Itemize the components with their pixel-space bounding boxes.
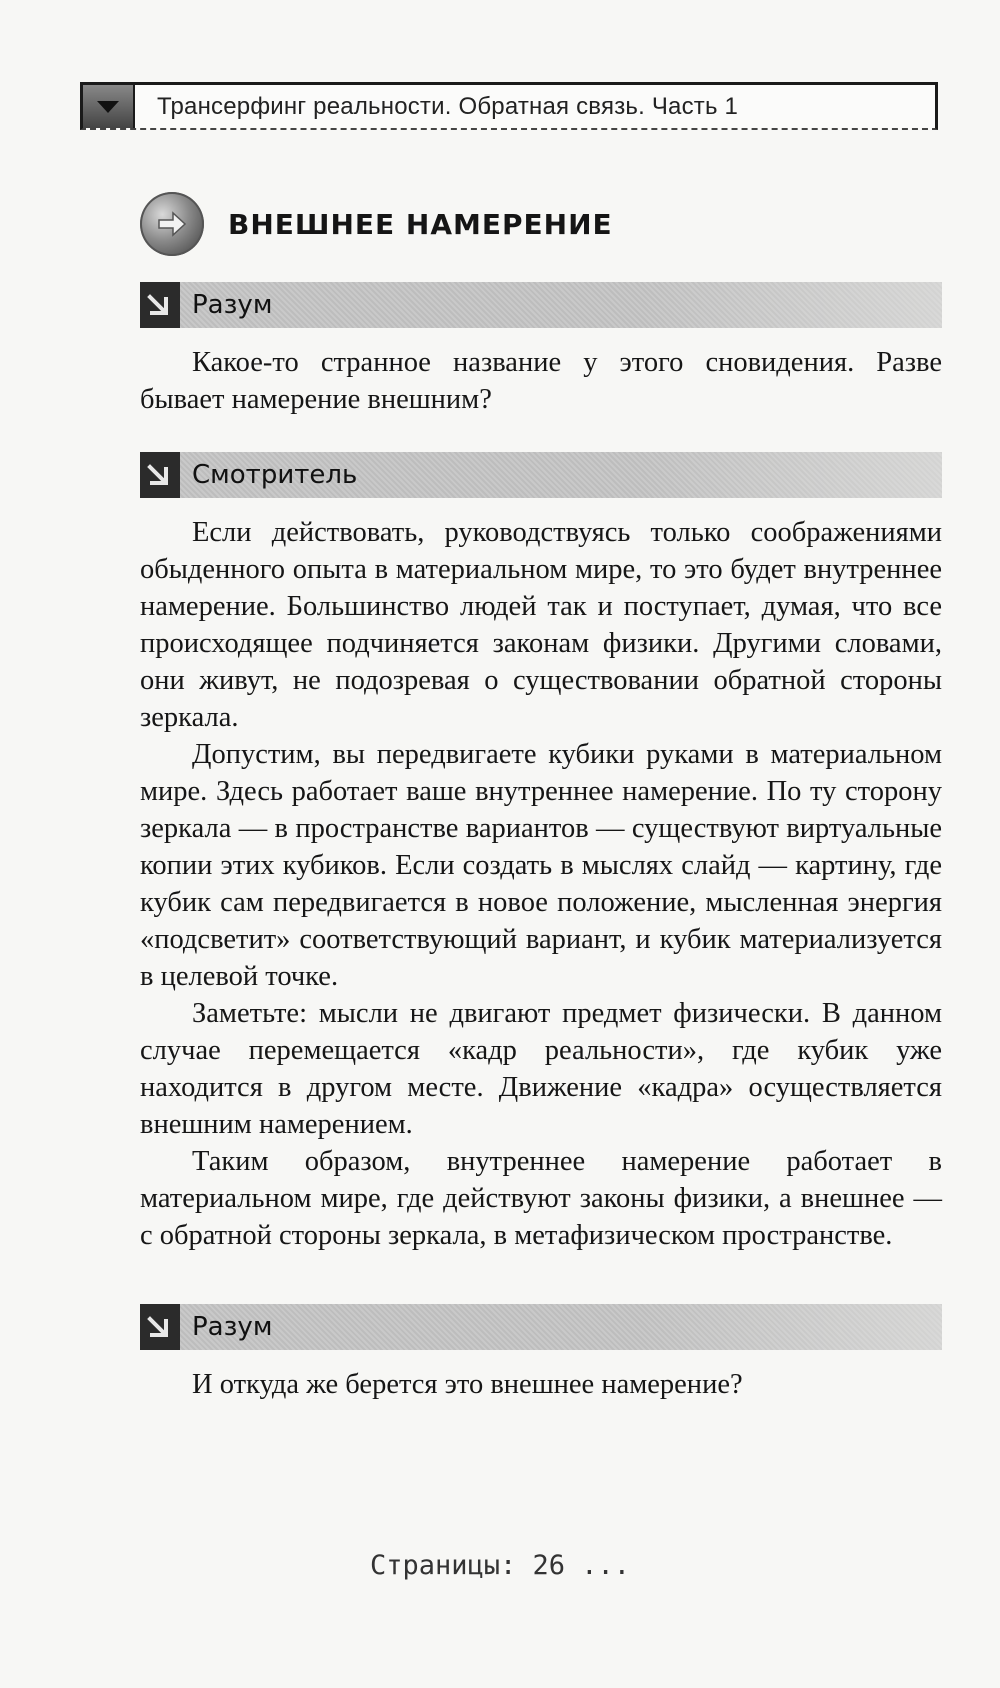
section-text-3 [140,1366,942,1403]
paragraph: И откуда же берется это внешнее намерение? [192,1369,743,1400]
speaker-name: Разум [192,290,273,320]
speaker-bar-smotritel [140,452,942,498]
header-title: Трансерфинг реальности. Обратная связь. Часть 1 [157,92,739,120]
arrow-down-right-icon [140,452,180,498]
page-counter: Страницы: 26 ... [369,1550,631,1581]
paragraph: Если действовать, руководствуясь только соображениями обыденного опыта в материальном мире, то это будет внутреннее намерение. Большинство людей так и поступает, думая, что все происходящее подчиняется законам физики. Другими словами, они живут, не подозревая о существовании обратной стороны зеркала. [140,517,942,733]
running-header [80,82,938,130]
triangle-down-icon [83,85,135,128]
chapter-heading [140,192,613,256]
paragraph: Таким образом, внутреннее намерение работает в материальном мире, где действуют законы физики, а внешнее — с обратной стороны зеркала, в метафизическом пространстве. [140,1146,942,1251]
arrow-down-right-icon [140,282,180,328]
speaker-name: Разум [192,1312,273,1342]
paragraph: Какое-то странное название у этого сновидения. Разве бывает намерение внешним? [140,347,942,415]
speaker-name: Смотритель [192,460,358,490]
section-text-2 [140,514,942,1254]
speaker-bar-razum-2 [140,1304,942,1350]
paragraph: Заметьте: мысли не двигают предмет физически. В данном случае перемещается «кадр реальности», где кубик уже находится в другом месте. Движение «кадра» осуществляется внешним намерением. [140,998,942,1140]
speaker-bar-razum-1 [140,282,942,328]
section-text-1 [140,344,942,418]
chapter-title: ВНЕШНЕЕ НАМЕРЕНИЕ [228,207,613,241]
arrow-down-right-icon [140,1304,180,1350]
paragraph: Допустим, вы передвигаете кубики руками в материальном мире. Здесь работает ваше внутреннее намерение. По ту сторону зеркала — в пространстве вариантов — существуют виртуальные копии этих кубиков. Если создать в мыслях слайд — картину, где кубик сам передвигается в новое положение, мысленная энергия «подсветит» соответствующий вариант, и кубик материализуется в целевой точке. [140,739,942,992]
arrow-circle-icon [140,192,204,256]
